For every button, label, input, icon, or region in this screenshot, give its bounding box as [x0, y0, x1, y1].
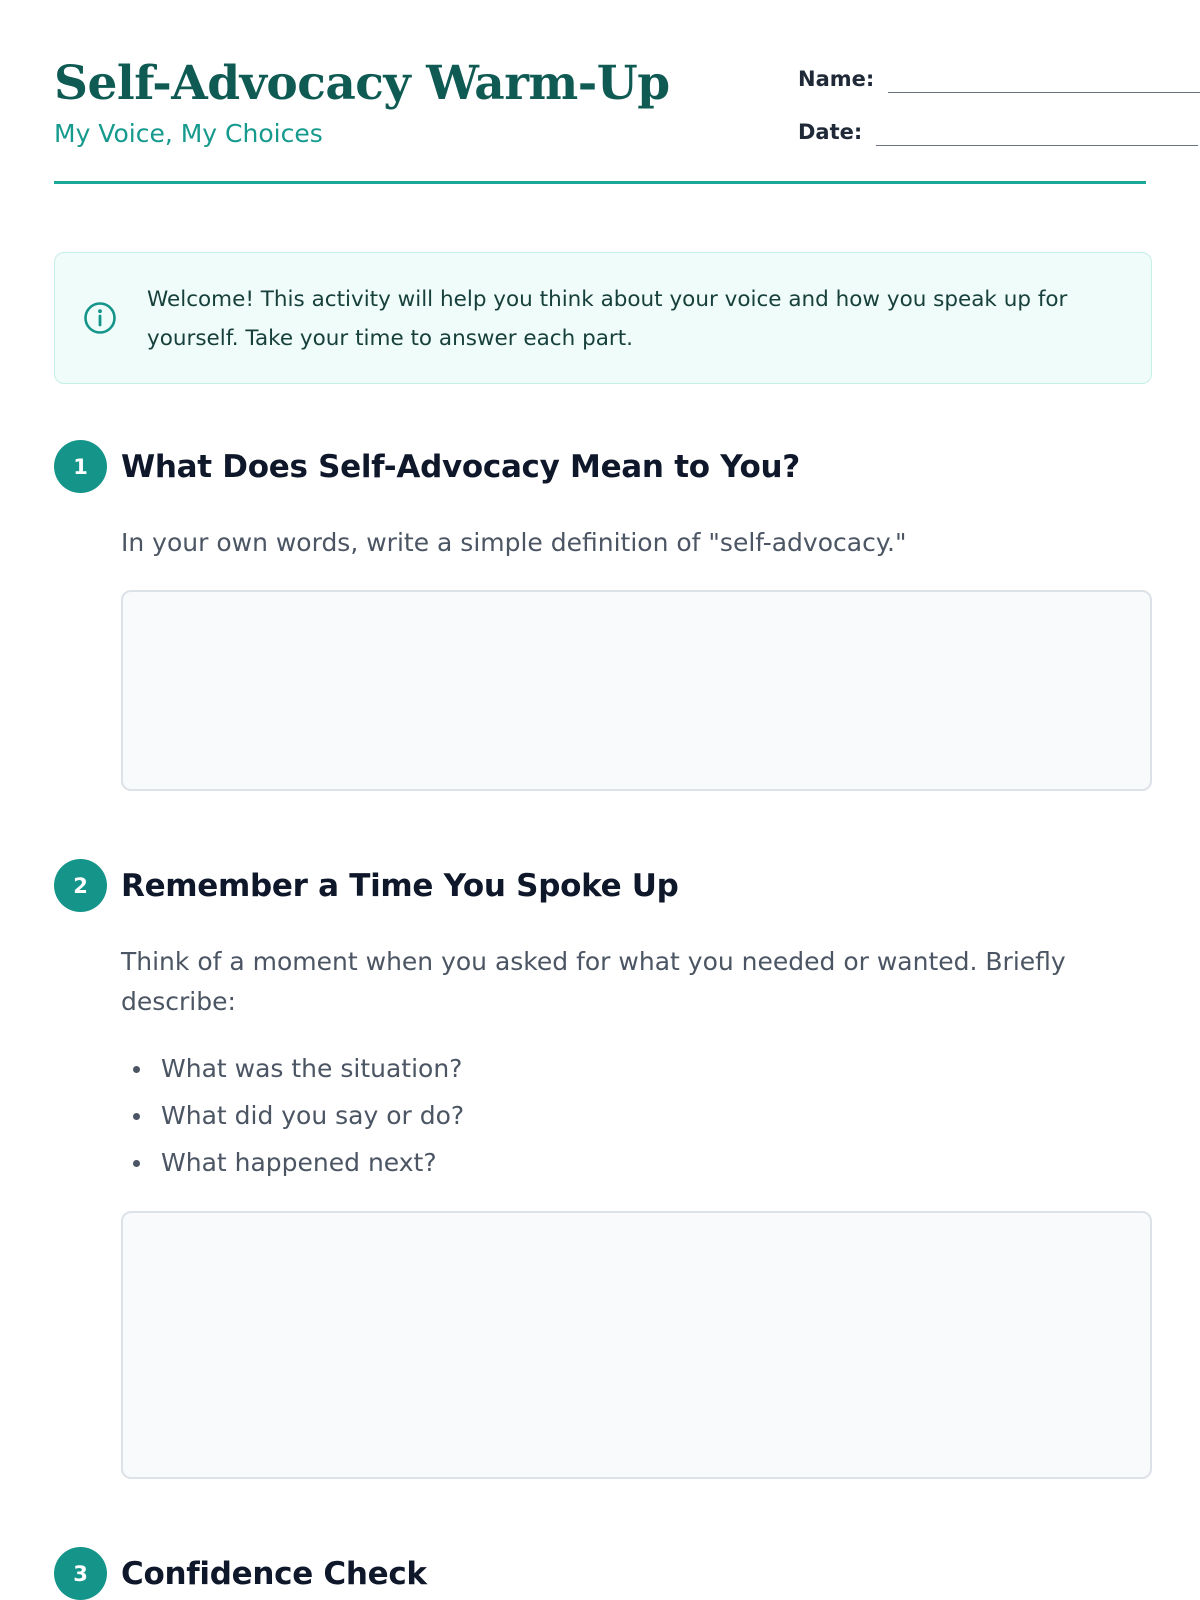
name-label: Name: — [798, 67, 875, 91]
section-1-number-badge: 1 — [54, 440, 107, 493]
date-field[interactable] — [876, 111, 1198, 146]
section-2-title: Remember a Time You Spoke Up — [121, 867, 679, 904]
info-icon — [83, 301, 117, 335]
section-3-header — [54, 1547, 427, 1600]
intro-callout — [54, 252, 1152, 384]
section-3-title: Confidence Check — [121, 1555, 427, 1592]
section-2-header — [54, 859, 679, 912]
section-2-question-list — [121, 1045, 464, 1186]
list-item: What did you say or do? — [121, 1092, 464, 1139]
worksheet-header — [54, 0, 1146, 184]
name-row — [798, 58, 1200, 93]
page-title: Self-Advocacy Warm-Up — [54, 56, 670, 111]
section-1-answer-box[interactable] — [121, 590, 1152, 791]
section-2-number-badge: 2 — [54, 859, 107, 912]
list-item: What was the situation? — [121, 1045, 464, 1092]
section-2-answer-box[interactable] — [121, 1211, 1152, 1479]
name-field[interactable] — [888, 58, 1200, 93]
date-label: Date: — [798, 120, 863, 144]
section-2-prompt: Think of a moment when you asked for what you needed or wanted. Briefly describe: — [121, 947, 1066, 1016]
page-subtitle: My Voice, My Choices — [54, 119, 323, 148]
intro-text: Welcome! This activity will help you think about your voice and how you speak up for yourself. Take your time to answer each part. — [147, 287, 1068, 351]
section-1-title: What Does Self-Advocacy Mean to You? — [121, 448, 800, 485]
section-1-prompt: In your own words, write a simple definition of "self-advocacy." — [121, 528, 907, 557]
section-1-header — [54, 440, 800, 493]
list-item: What happened next? — [121, 1139, 464, 1186]
section-3-number-badge: 3 — [54, 1547, 107, 1600]
date-row — [798, 111, 1198, 146]
